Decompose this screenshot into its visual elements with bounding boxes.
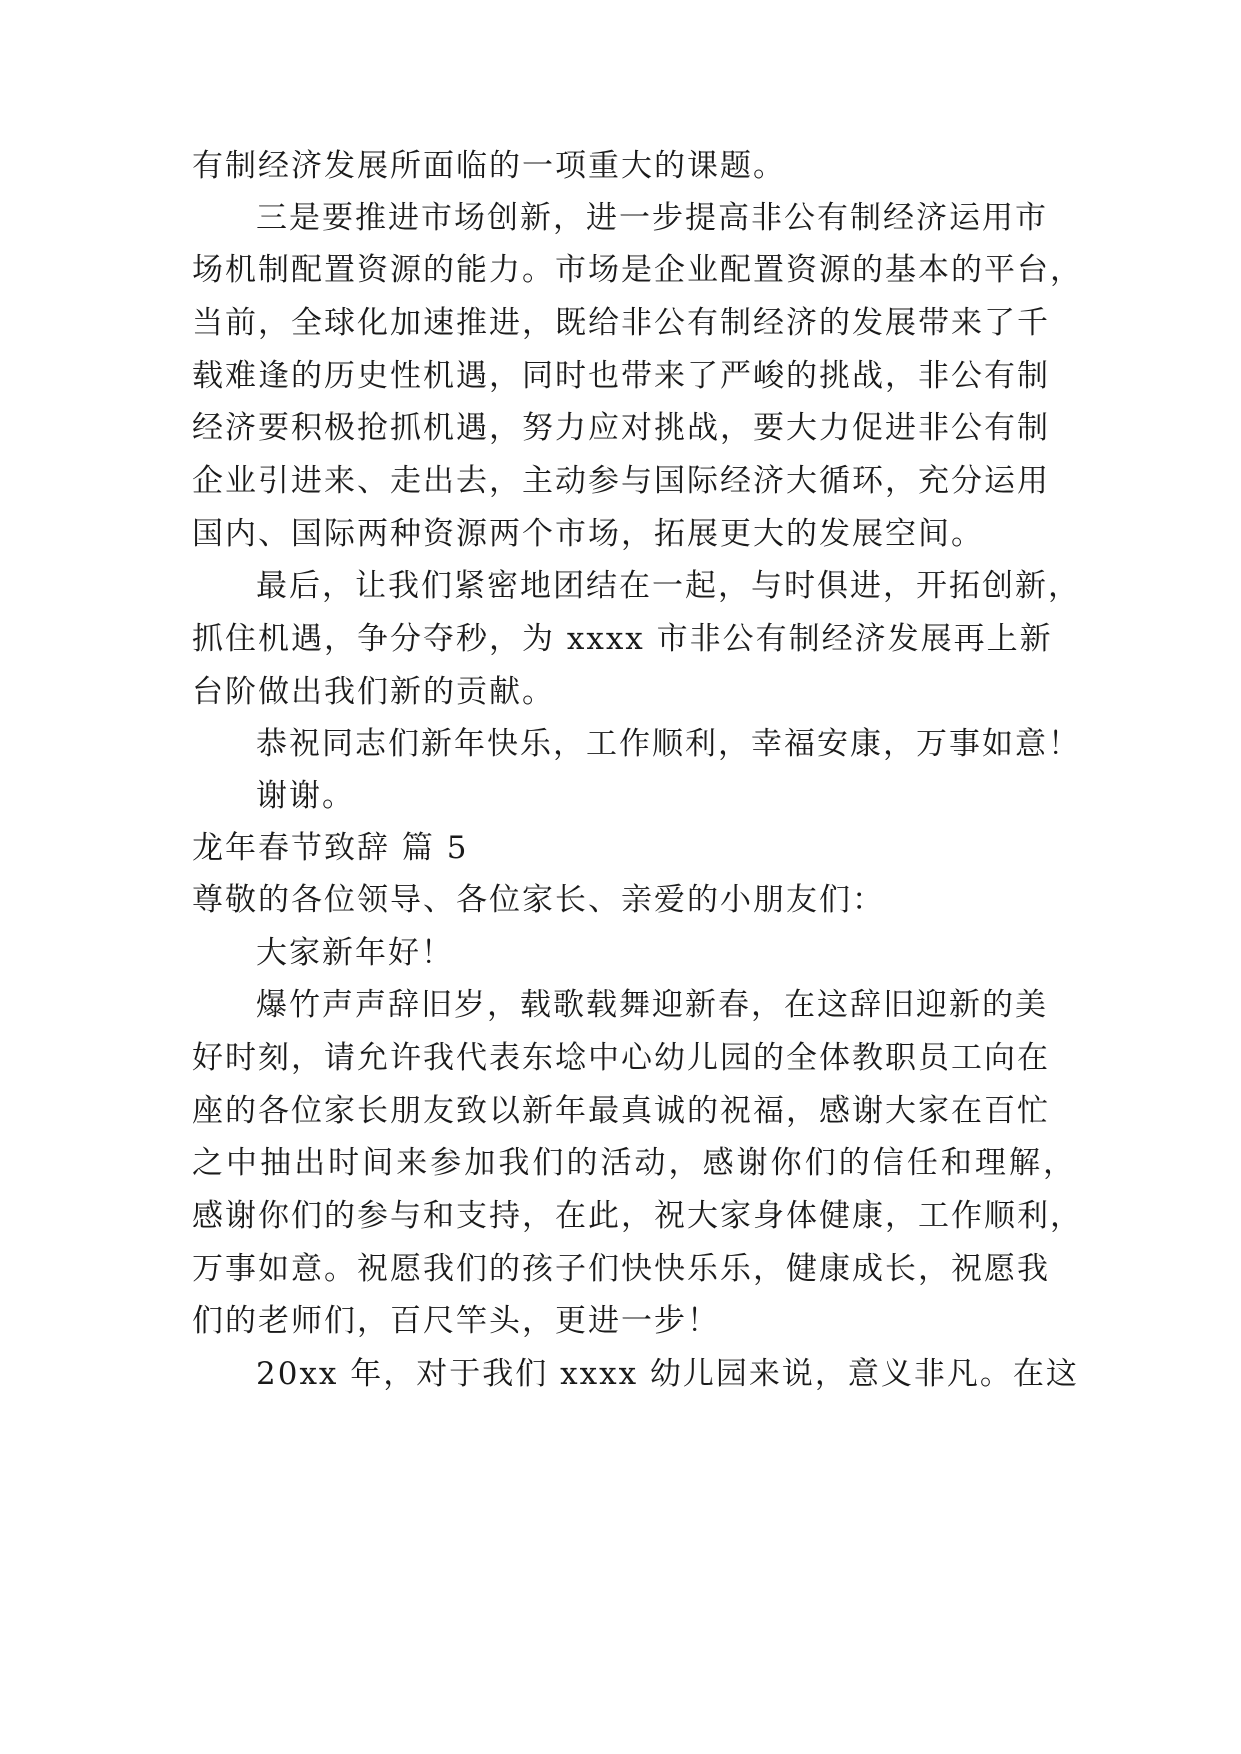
- text-line: 国内、国际两种资源两个市场，拓展更大的发展空间。: [192, 516, 984, 552]
- text-line: 最后，让我们紧密地团结在一起，与时俱进，开拓创新，: [256, 568, 1081, 604]
- text-line: 恭祝同志们新年快乐，工作顺利，幸福安康，万事如意！: [256, 726, 1081, 762]
- text-line: 20xx 年，对于我们 xxxx 幼儿园来说，意义非凡。在这: [256, 1356, 1079, 1392]
- text-line: 好时刻，请允许我代表东埝中心幼儿园的全体教职员工向在: [192, 1040, 1050, 1076]
- salutation: 尊敬的各位领导、各位家长、亲爱的小朋友们：: [192, 882, 885, 918]
- text-line: 大家新年好！: [256, 935, 454, 971]
- text-line: 感谢你们的参与和支持，在此，祝大家身体健康，工作顺利，: [192, 1198, 1083, 1234]
- text-line: 们的老师们，百尺竿头，更进一步！: [192, 1303, 720, 1339]
- text-line: 企业引进来、走出去，主动参与国际经济大循环，充分运用: [192, 463, 1050, 499]
- text-line: 之中抽出时间来参加我们的活动，感谢你们的信任和理解，: [192, 1145, 1076, 1181]
- text-line: 抓住机遇，争分夺秒，为 xxxx 市非公有制经济发展再上新: [192, 621, 1053, 657]
- text-line: 三是要推进市场创新，进一步提高非公有制经济运用市: [256, 200, 1048, 236]
- text-line: 谢谢。: [256, 778, 355, 814]
- text-line: 爆竹声声辞旧岁，载歌载舞迎新春，在这辞旧迎新的美: [256, 987, 1048, 1023]
- text-line: 载难逢的历史性机遇，同时也带来了严峻的挑战，非公有制: [192, 358, 1050, 394]
- text-line: 台阶做出我们新的贡献。: [192, 674, 555, 710]
- text-line: 经济要积极抢抓机遇，努力应对挑战，要大力促进非公有制: [192, 410, 1050, 446]
- section-heading: 龙年春节致辞 篇 5: [192, 830, 469, 866]
- text-line: 座的各位家长朋友致以新年最真诚的祝福，感谢大家在百忙: [192, 1093, 1050, 1129]
- text-line: 万事如意。祝愿我们的孩子们快快乐乐，健康成长，祝愿我: [192, 1251, 1050, 1287]
- text-line: 当前，全球化加速推进，既给非公有制经济的发展带来了千: [192, 305, 1050, 341]
- text-line: 有制经济发展所面临的一项重大的课题。: [192, 148, 786, 184]
- text-line: 场机制配置资源的能力。市场是企业配置资源的基本的平台，: [192, 252, 1083, 288]
